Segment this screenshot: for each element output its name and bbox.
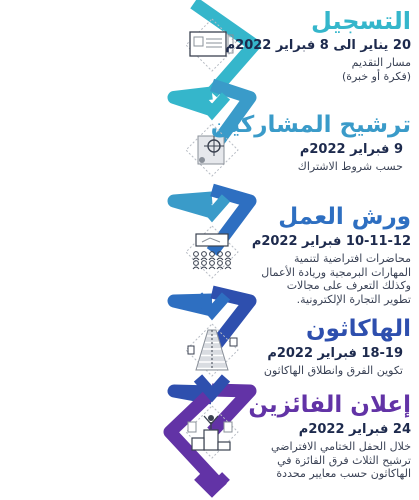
- workshop-audience-icon: [193, 234, 231, 269]
- description-line: محاضرات افتراضية لتنمية: [293, 251, 411, 265]
- stage-hackathon: [264, 317, 411, 378]
- stage-candidates: [211, 113, 411, 174]
- stage-winners: [248, 393, 411, 481]
- description-line: ترشيح الثلاث فرق الفائزة في: [277, 453, 411, 467]
- stage-registration: [226, 8, 411, 83]
- stage-description: [264, 364, 403, 378]
- stage-description: [252, 252, 411, 307]
- description-line: (فكرة أو خبرة): [341, 69, 411, 83]
- stage-date: 9 فبراير 2022م: [299, 142, 403, 158]
- stage-title: الهاكاثون: [305, 316, 411, 342]
- stage-description: [226, 56, 411, 84]
- description-line: تكوين الفرق وانطلاق الهاكاثون: [263, 363, 403, 377]
- description-line: المهارات البرمجية وريادة الأعمال: [261, 265, 411, 279]
- description-line: مسار التقديم: [351, 55, 411, 69]
- stage-date: 24 فبراير 2022م: [298, 422, 411, 438]
- stage-date: 10-11-12 فبراير 2022م: [251, 234, 411, 250]
- stage-title: ورش العمل: [278, 204, 411, 230]
- stage-date: 18-19 فبراير 2022م: [267, 346, 403, 362]
- stage-title: ترشيح المشاركين: [210, 112, 411, 138]
- description-line: خلال الحفل الختامي الافتراضي: [270, 439, 411, 453]
- stage-title: إعلان الفائزين: [248, 392, 411, 418]
- stage-description: [248, 440, 411, 481]
- stage-description: [211, 160, 403, 174]
- description-line: وكذلك التعرف على مجالات: [286, 279, 411, 293]
- description-line: حسب شروط الاشتراك: [297, 159, 403, 173]
- stage-title: التسجيل: [311, 7, 411, 35]
- description-line: تطوير التجارة الإلكترونية.: [296, 293, 411, 307]
- description-line: الهاكاثون حسب معايير محددة: [276, 467, 411, 481]
- stage-workshops: [252, 205, 411, 307]
- stage-date: 20 يناير الى 8 فبراير 2022م: [225, 38, 411, 54]
